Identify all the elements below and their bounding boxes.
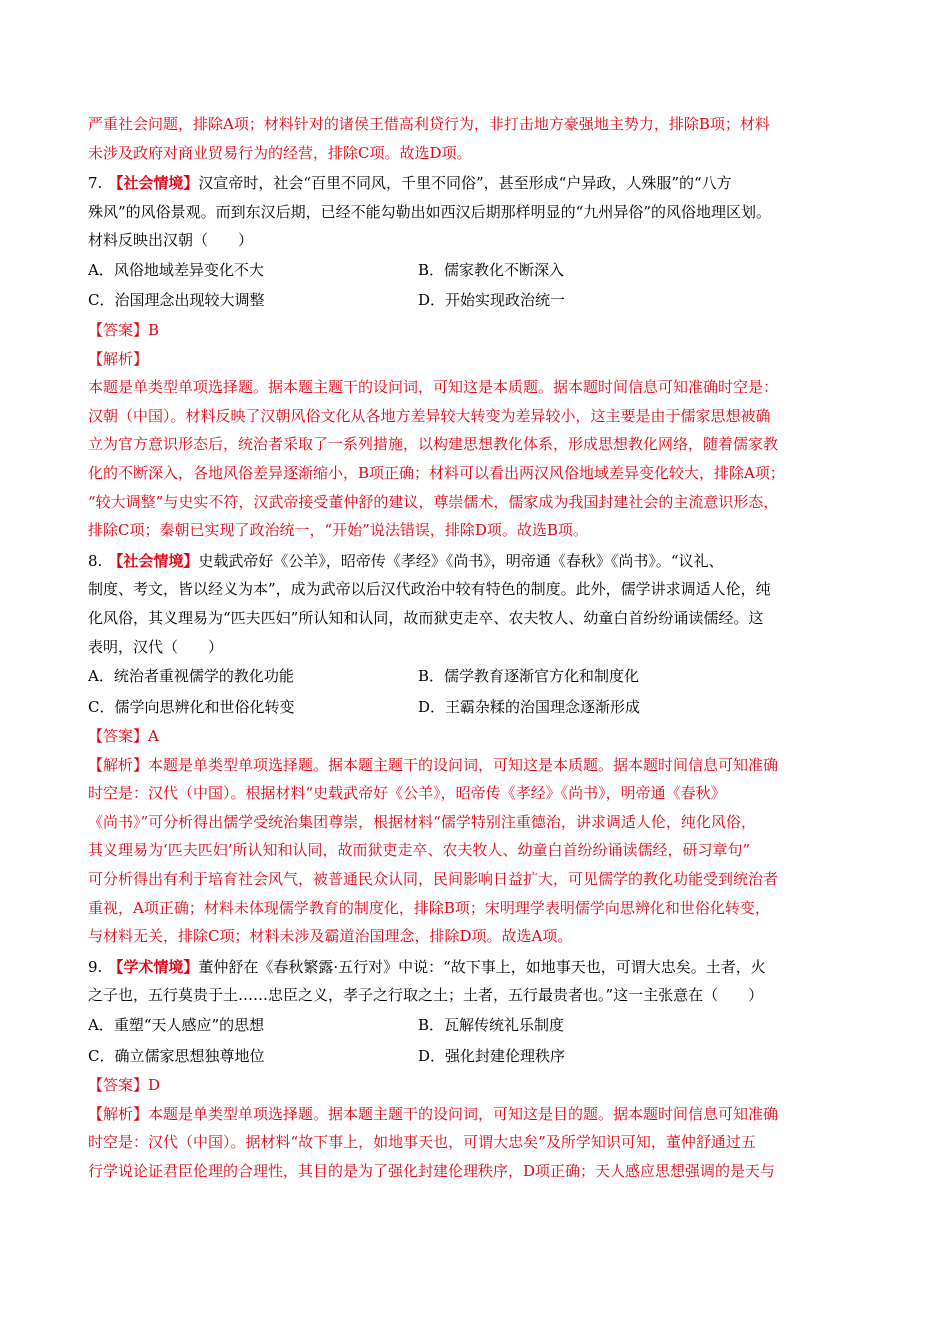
q9-option-c: C．确立儒家思想独尊地位	[88, 1046, 265, 1065]
q9-analysis-label: 【解析】	[88, 1104, 149, 1123]
q8-options-row	[88, 692, 863, 723]
q7-option-b: B．儒家教化不断深入	[418, 260, 565, 279]
q8-analysis-line	[88, 751, 863, 780]
q8-option-a: A．统治者重视儒学的教化功能	[88, 667, 294, 686]
q7-analysis-line: 立为官方意识形态后，统治者采取了一系列措施，以构建思想教化体系，形成思想教化网络，随着儒家教	[88, 435, 779, 454]
q7-stem-line	[88, 169, 863, 198]
q9-analysis-line: 时空是：汉代（中国）。据材料“故下事上，如地事天也，可谓大忠矣”及所学知识可知，董仲舒通过五	[88, 1133, 756, 1152]
q8-analysis-line: 时空是：汉代（中国）。根据材料“史载武帝好《公羊》，昭帝传《孝经》《尚书》，明帝通《春秋》	[88, 784, 726, 803]
q7-stem-text: 汉宣帝时，社会“百里不同风，千里不同俗”，甚至形成“户异政，人殊服”的“八方	[198, 174, 732, 193]
q9-options-row	[88, 1010, 863, 1041]
q9-analysis-line	[88, 1100, 863, 1129]
q7-analysis-line: 本题是单类型单项选择题。据本题主题干的设问词，可知这是本质题。据本题时间信息可知准确时空是：	[88, 378, 779, 397]
q7-option-d: D．开始实现政治统一	[418, 291, 566, 310]
q6-analysis-line: 未涉及政府对商业贸易行为的经营，排除C项。故选D项。	[88, 143, 472, 162]
q9-options-row	[88, 1041, 863, 1072]
q7-analysis-line: 化的不断深入，各地风俗差异逐渐缩小，B项正确；材料可以看出两汉风俗地域差异变化较大，排除A项；	[88, 463, 785, 482]
q9-option-b: B．瓦解传统礼乐制度	[418, 1016, 565, 1035]
q8-analysis-line: 可分析得出有利于培育社会风气，被普通民众认同，民间影响日益扩大，可见儒学的教化功能受到统治者	[88, 870, 779, 889]
q9-stem-line: 之子也，五行莫贵于土……忠臣之义，孝子之行取之土；土者，五行最贵者也。”这一主张意在（ ）	[88, 986, 764, 1005]
q9-answer: 【答案】D	[88, 1076, 161, 1095]
q7-number: 7.	[88, 174, 103, 193]
q8-number: 8.	[88, 551, 103, 570]
document-page	[88, 110, 863, 1185]
q8-option-b: B．儒学教育逐渐官方化和制度化	[418, 667, 640, 686]
q7-context-tag: 【社会情境】	[108, 174, 199, 193]
q9-stem-line	[88, 953, 863, 982]
q8-analysis-line: 其义理易为‘匹夫匹妇’所认知和认同，故而狱吏走卒、农夫牧人、幼童白首纷纷诵读儒经，研习章句”	[88, 841, 751, 860]
q8-option-d: D．王霸杂糅的治国理念逐渐形成	[418, 697, 641, 716]
q7-options-row	[88, 255, 863, 286]
q8-analysis-text: 本题是单类型单项选择题。据本题主题干的设问词，可知这是本质题。据本题时间信息可知准确	[148, 755, 779, 774]
q7-options-row	[88, 285, 863, 316]
q8-answer: 【答案】A	[88, 727, 159, 746]
q8-stem-text: 史载武帝好《公羊》，昭帝传《孝经》《尚书》，明帝通《春秋》《尚书》。“议礼、	[198, 551, 724, 570]
q8-analysis-label: 【解析】	[88, 755, 149, 774]
q7-stem-line: 材料反映出汉朝（ ）	[88, 231, 254, 250]
q8-stem-line	[88, 547, 863, 576]
q9-context-tag: 【学术情境】	[108, 957, 199, 976]
q9-option-d: D．强化封建伦理秩序	[418, 1046, 566, 1065]
q9-stem-text: 董仲舒在《春秋繁露·五行对》中说：“故下事上，如地事天也，可谓大忠矣。土者，火	[198, 957, 766, 976]
q8-analysis-line: 与材料无关，排除C项；材料未涉及霸道治国理念，排除D项。故选A项。	[88, 927, 573, 946]
q7-analysis-line: 排除C项；秦朝已实现了政治统一，“开始”说法错误，排除D项。故选B项。	[88, 521, 588, 540]
q7-analysis-label: 【解析】	[88, 349, 149, 368]
q7-option-c: C．治国理念出现较大调整	[88, 291, 265, 310]
q8-stem-line: 制度、考文，皆以经义为本”，成为武帝以后汉代政治中较有特色的制度。此外，儒学讲求调适人伦，纯	[88, 580, 771, 599]
q8-context-tag: 【社会情境】	[108, 551, 199, 570]
q7-stem-line: 殊风”的风俗景观。而到东汉后期，已经不能勾勒出如西汉后期那样明显的“九州异俗”的风俗地理区划。	[88, 202, 772, 221]
q7-analysis-line: 汉朝（中国）。材料反映了汉朝风俗文化从各地方差异较大转变为差异较小，这主要是由于儒家思想被确	[88, 406, 771, 425]
q8-analysis-line: 重视，A项正确；材料未体现儒学教育的制度化，排除B项；宋明理学表明儒学向思辨化和世俗化转变，	[88, 898, 770, 917]
q8-stem-line: 表明，汉代（ ）	[88, 637, 224, 656]
q9-analysis-line: 行学说论证君臣伦理的合理性，其目的是为了强化封建伦理秩序，D项正确；天人感应思想强调的是天与	[88, 1161, 776, 1180]
q7-answer: 【答案】B	[88, 320, 160, 339]
q6-analysis-line: 严重社会问题，排除A项；材料针对的诸侯王借高利贷行为，非打击地方豪强地主势力，排除B项；材料	[88, 115, 770, 133]
q8-analysis-line: 《尚书》”可分析得出儒学受统治集团尊崇，根据材料“儒学特别注重德治，讲求调适人伦，纯化风俗，	[88, 812, 756, 831]
q9-analysis-text: 本题是单类型单项选择题。据本题主题干的设问词，可知这是目的题。据本题时间信息可知准确	[148, 1104, 779, 1123]
q8-options-row	[88, 661, 863, 692]
q9-option-a: A．重塑“天人感应”的思想	[88, 1016, 265, 1035]
q7-option-a: A．风俗地域差异变化不大	[88, 260, 264, 279]
q8-option-c: C．儒学向思辨化和世俗化转变	[88, 697, 295, 716]
q7-analysis-line: “较大调整”与史实不符，汉武帝接受董仲舒的建议，尊崇儒术，儒家成为我国封建社会的主流意识形态，	[88, 492, 779, 511]
q8-stem-line: 化风俗，其义理易为“匹夫匹妇”所认知和认同，故而狱吏走卒、农夫牧人、幼童白首纷纷诵读儒经。这	[88, 608, 764, 627]
q9-number: 9.	[88, 957, 103, 976]
